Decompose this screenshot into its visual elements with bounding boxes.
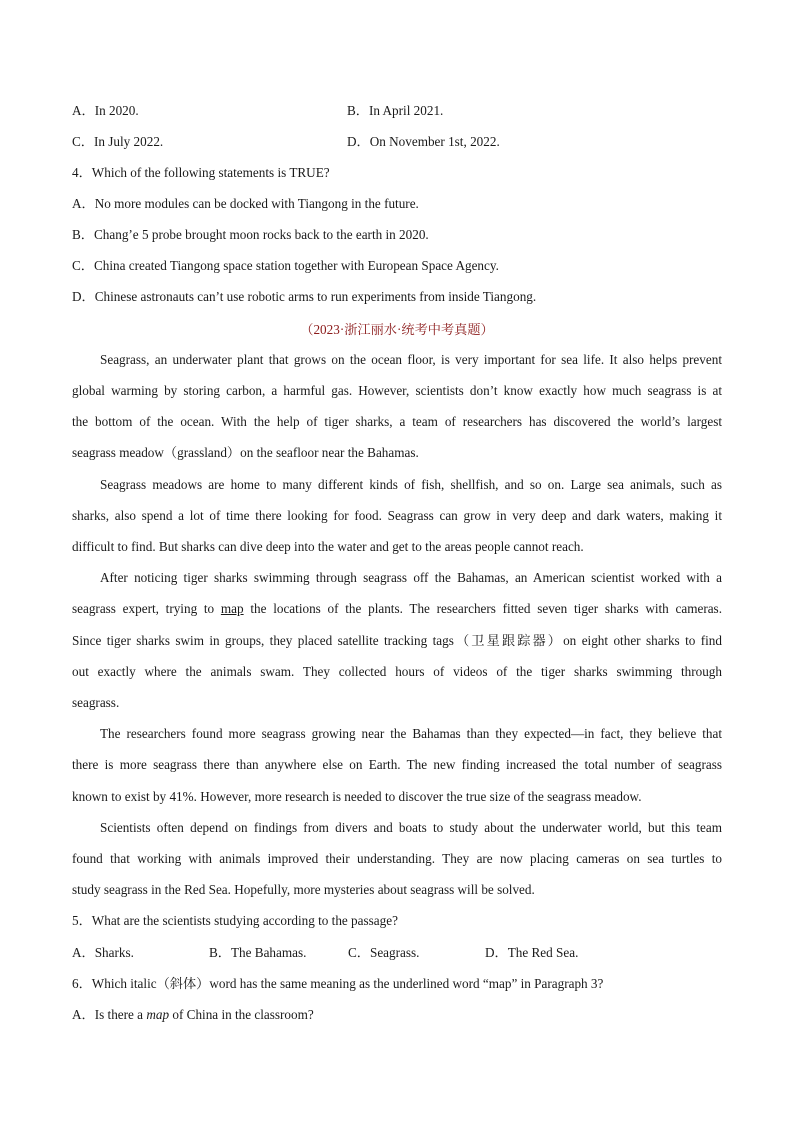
underlined-word-map: map — [220, 601, 244, 616]
q3-option-b[interactable]: B．In April 2021. — [347, 103, 444, 118]
q4-option-c[interactable]: C．China created Tiangong space station together with European Space Agency. — [72, 258, 499, 273]
q5-option-b[interactable]: B．The Bahamas. — [209, 945, 307, 960]
passage-p1-line-3: the bottom of the ocean. With the help of tiger sharks, a team of researchers has discovered the world’s largest — [72, 414, 722, 429]
q4-stem: 4．Which of the following statements is TRUE? — [72, 165, 330, 180]
q4-option-d[interactable]: D．Chinese astronauts can’t use robotic arms to run experiments from inside Tiangong. — [72, 289, 537, 304]
q6-option-a[interactable] — [72, 1006, 722, 1024]
q6-option-a-text: A．Is there a — [72, 1007, 147, 1022]
passage-p5-line-2: found that working with animals improved their understanding. They are now placing cameras on sea turtles to — [72, 851, 722, 866]
passage-p3-line-2 — [72, 600, 722, 618]
passage-p3-line-4: out exactly where the animals swam. They collected hours of videos of the tiger sharks swimming through — [72, 664, 722, 679]
passage-p1-line-4: seagrass meadow（grassland）on the seafloor near the Bahamas. — [72, 445, 419, 460]
passage-p3-text: the locations of the plants. The researchers fitted seven tiger sharks with cameras. — [243, 601, 722, 616]
q3-option-c[interactable]: C．In July 2022. — [72, 134, 164, 149]
italic-word-map: map — [146, 1007, 170, 1022]
q6-option-a-text: of China in the classroom? — [169, 1007, 314, 1022]
passage-p2-line-1: Seagrass meadows are home to many different kinds of fish, shellfish, and so on. Large sea animals, such as — [100, 477, 722, 492]
q6-stem: 6．Which italic（斜体）word has the same meaning as the underlined word “map” in Paragraph 3? — [72, 976, 604, 991]
passage-p4-line-3: known to exist by 41%. However, more research is needed to discover the true size of the seagrass meadow. — [72, 789, 642, 804]
source-label: （2023·浙江丽水·统考中考真题） — [300, 322, 494, 337]
passage-p3-text: seagrass expert, trying to — [72, 601, 221, 616]
q3-option-row-2 — [72, 133, 722, 151]
passage-p2-line-3: difficult to find. But sharks can dive deep into the water and get to the areas people cannot reach. — [72, 539, 584, 554]
passage-p4-line-2: there is more seagrass there than anywhere else on Earth. The new finding increased the total number of seagrass — [72, 757, 722, 772]
q5-option-a[interactable]: A．Sharks. — [72, 945, 134, 960]
passage-p2-line-2: sharks, also spend a lot of time there looking for food. Seagrass can grow in very deep and dark waters, making it — [72, 508, 722, 523]
q3-option-a[interactable]: A．In 2020. — [72, 103, 139, 118]
passage-p1-line-2: global warming by storing carbon, a harmful gas. However, scientists don’t know exactly how much seagrass is at — [72, 383, 722, 398]
q5-stem: 5．What are the scientists studying according to the passage? — [72, 913, 398, 928]
q5-option-d[interactable]: D．The Red Sea. — [485, 945, 579, 960]
q5-option-c[interactable]: C．Seagrass. — [348, 945, 420, 960]
passage-p5-line-3: study seagrass in the Red Sea. Hopefully, more mysteries about seagrass will be solved. — [72, 882, 535, 897]
passage-p3-line-5: seagrass. — [72, 695, 120, 710]
q3-option-row-1 — [72, 102, 722, 120]
passage-p5-line-1: Scientists often depend on findings from divers and boats to study about the underwater world, but this team — [100, 820, 722, 835]
passage-p1-line-1: Seagrass, an underwater plant that grows on the ocean floor, is very important for sea life. It also helps prevent — [100, 352, 722, 367]
q4-option-b[interactable]: B．Chang’e 5 probe brought moon rocks back to the earth in 2020. — [72, 227, 429, 242]
q3-option-d[interactable]: D．On November 1st, 2022. — [347, 134, 500, 149]
q4-option-a[interactable]: A．No more modules can be docked with Tiangong in the future. — [72, 196, 419, 211]
passage-p3-line-3: Since tiger sharks swim in groups, they placed satellite tracking tags（卫星跟踪器）on eight other sharks to find — [72, 633, 722, 648]
passage-p3-line-1: After noticing tiger sharks swimming through seagrass off the Bahamas, an American scientist worked with a — [100, 570, 722, 585]
passage-p4-line-1: The researchers found more seagrass growing near the Bahamas than they expected—in fact, they believe that — [100, 726, 722, 741]
